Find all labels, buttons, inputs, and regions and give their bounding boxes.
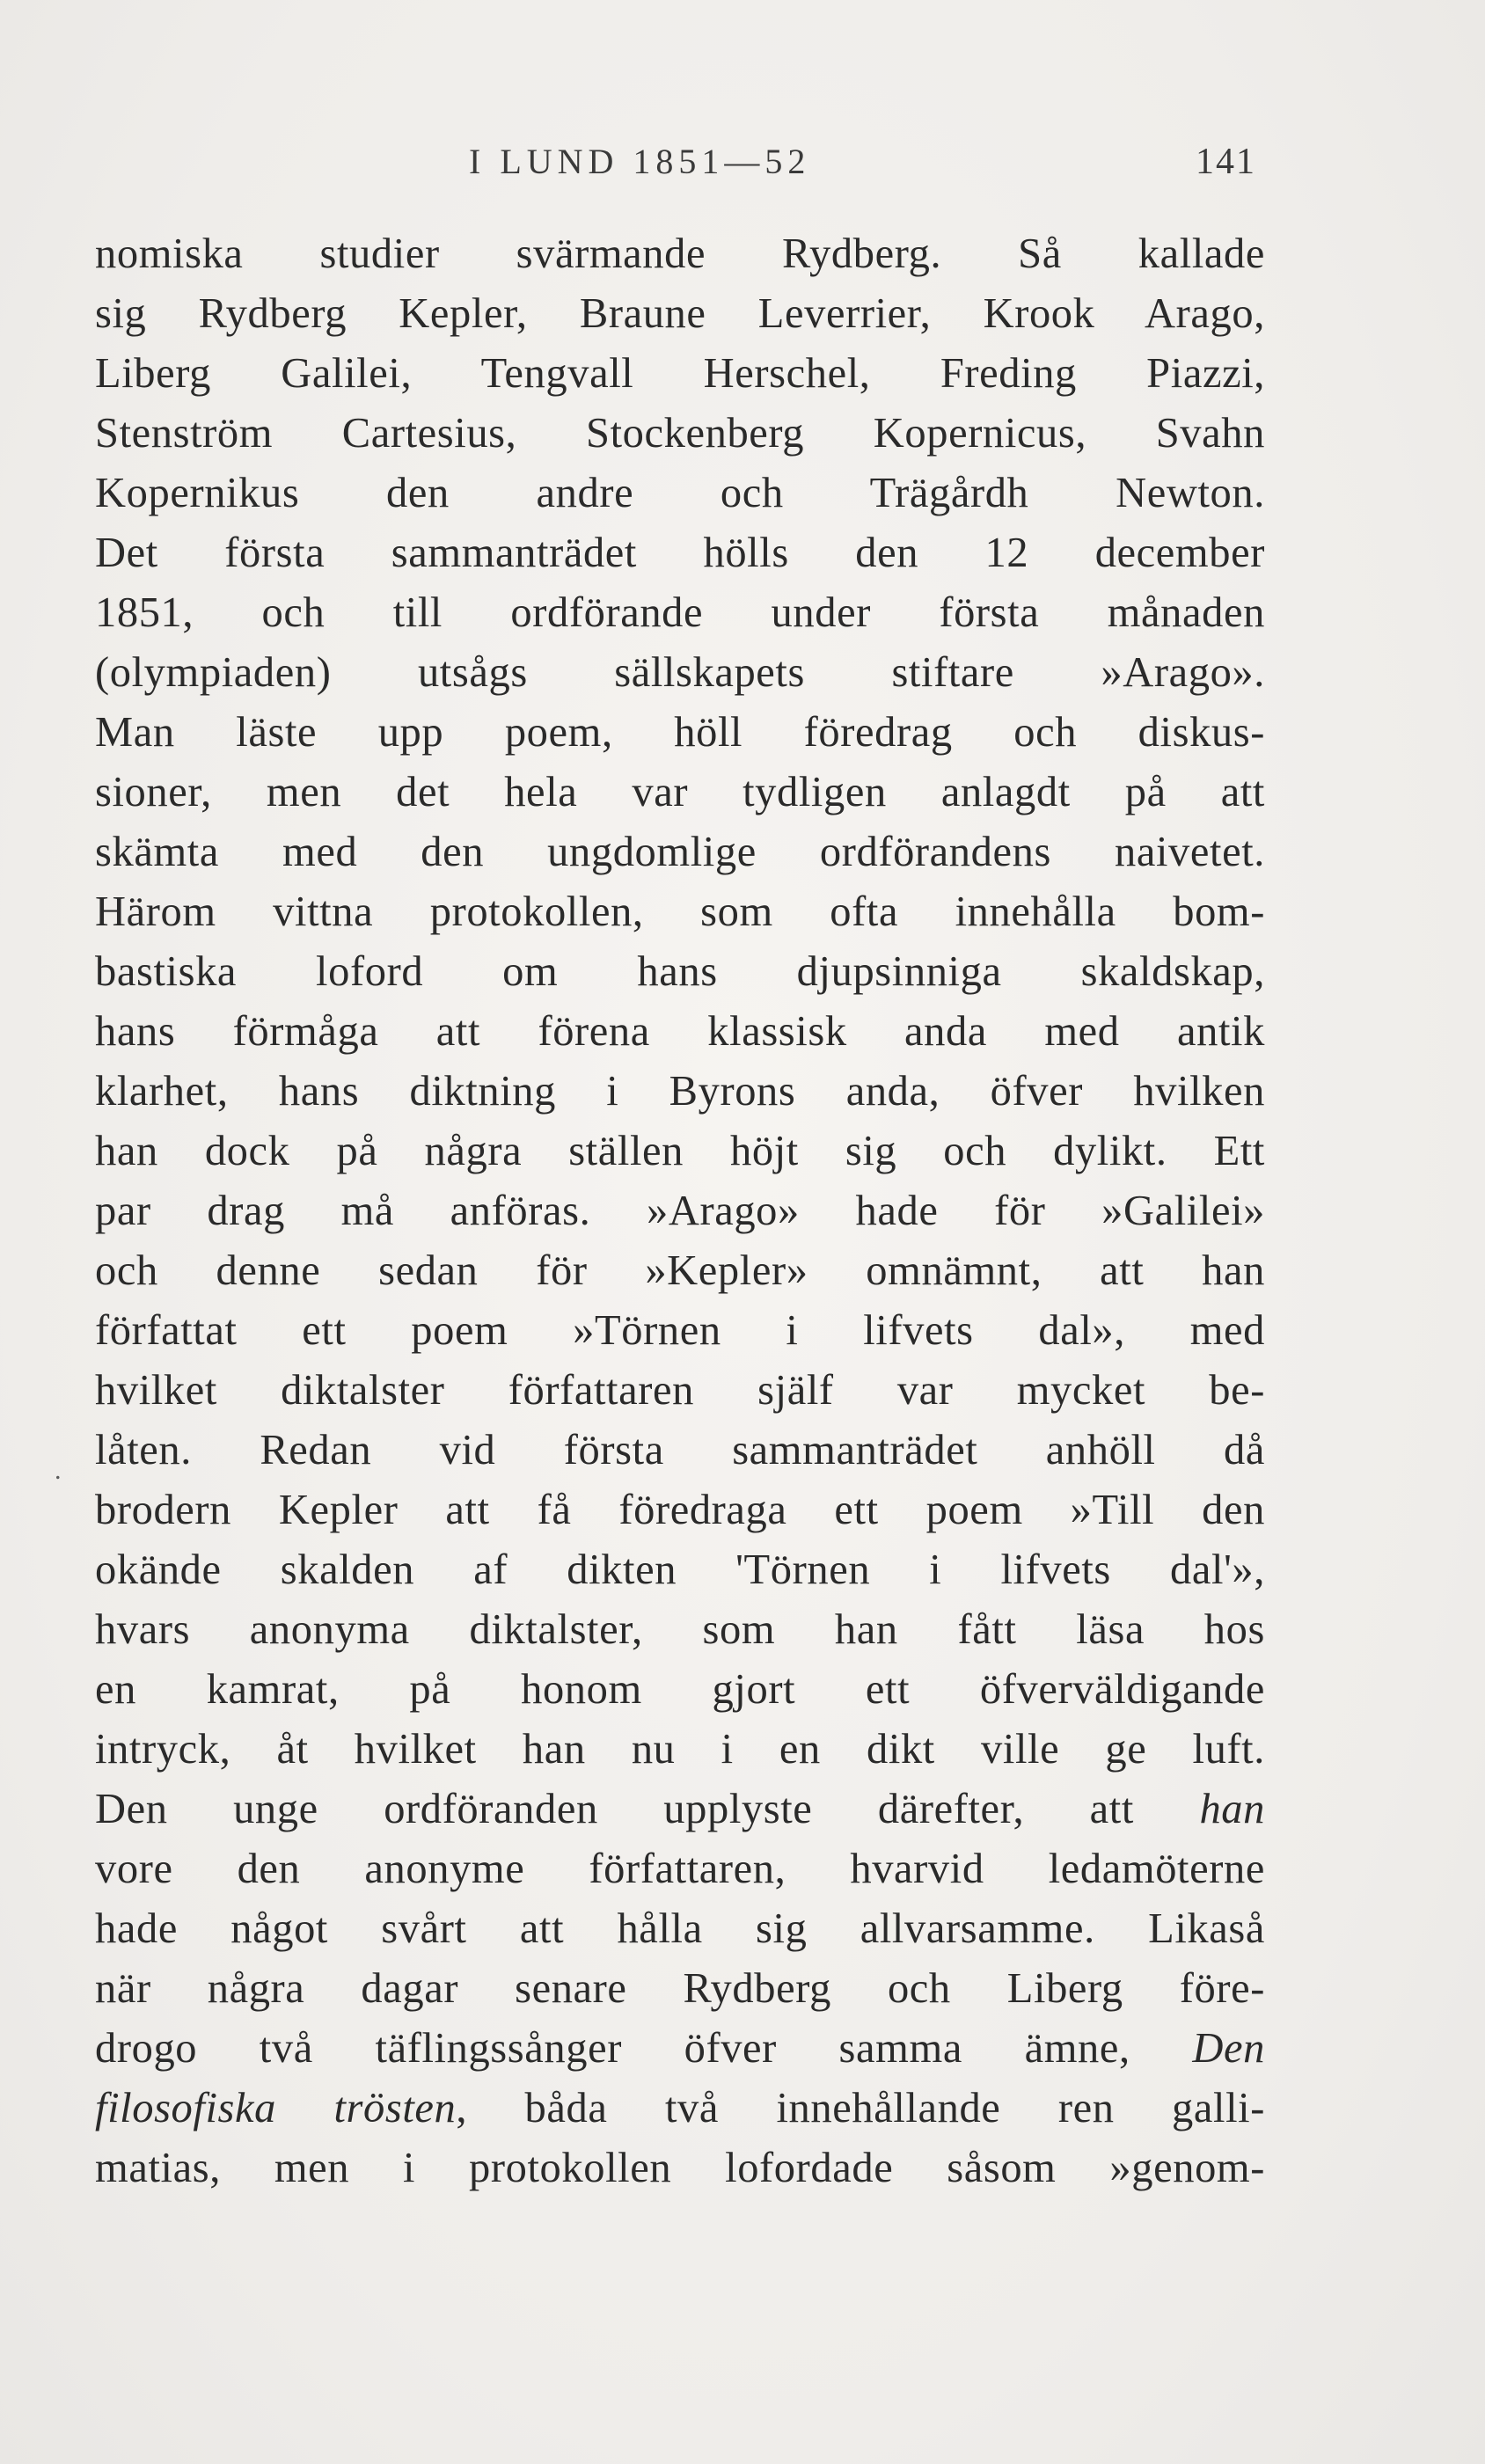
running-title: I LUND 1851—52 xyxy=(469,142,811,181)
text-segment: båda två innehållande ren galli- xyxy=(524,2085,1265,2131)
text-line: skämta med den ungdomlige ordförandens naivetet. xyxy=(95,829,1265,875)
text-line: sioner, men det hela var tydligen anlagdt på att xyxy=(95,769,1265,815)
text-line: okände skalden af dikten 'Törnen i lifvets dal'», xyxy=(95,1546,1265,1593)
text-line: hvilket diktalster författaren själf var mycket be- xyxy=(95,1367,1265,1414)
text-segment: Den unge ordföranden upplyste därefter, att xyxy=(95,1786,1134,1832)
margin-mark: . xyxy=(55,1456,62,1485)
italic-phrase: filosofiska trösten xyxy=(95,2085,457,2131)
text-line: när några dagar senare Rydberg och Liberg före- xyxy=(95,1965,1265,2012)
text-line: hans förmåga att förena klassisk anda med antik xyxy=(95,1008,1265,1055)
text-line: par drag må anföras. »Arago» hade för »Galilei» xyxy=(95,1188,1265,1234)
text-line: Man läste upp poem, höll föredrag och diskus- xyxy=(95,709,1265,756)
text-line: brodern Kepler att få föredraga ett poem »Till den xyxy=(95,1487,1265,1533)
text-line: Det första sammanträdet hölls den 12 december xyxy=(95,530,1265,576)
text-line: Härom vittna protokollen, som ofta innehålla bom- xyxy=(95,888,1265,935)
text-line: bastiska loford om hans djupsinniga skaldskap, xyxy=(95,948,1265,995)
text-line-with-italic: filosofiska trösten, båda två innehållande ren galli- xyxy=(95,2085,1265,2131)
text-line: (olympiaden) utsågs sällskapets stiftare »Arago». xyxy=(95,649,1265,696)
text-line: 1851, och till ordförande under första månaden xyxy=(95,589,1265,636)
text-line: en kamrat, på honom gjort ett öfverväldigande xyxy=(95,1666,1265,1713)
text-line: hvars anonyma diktalster, som han fått läsa hos xyxy=(95,1606,1265,1653)
running-head xyxy=(95,141,1256,194)
page-number: 141 xyxy=(1196,142,1256,182)
text-line-with-italic xyxy=(95,2019,1265,2079)
text-line: matias, men i protokollen lofordade såsom »genom- xyxy=(95,2145,1265,2191)
text-line: klarhet, hans diktning i Byrons anda, öfver hvilken xyxy=(95,1068,1265,1115)
text-line-with-italic xyxy=(95,1780,1265,1839)
text-line: hade något svårt att hålla sig allvarsamme. Likaså xyxy=(95,1905,1265,1952)
text-line: sig Rydberg Kepler, Braune Leverrier, Krook Arago, xyxy=(95,290,1265,337)
text-line: han dock på några ställen höjt sig och dylikt. Ett xyxy=(95,1128,1265,1174)
text-line: låten. Redan vid första sammanträdet anhöll då xyxy=(95,1427,1265,1473)
text-line: nomiska studier svärmande Rydberg. Så kallade xyxy=(95,230,1265,277)
italic-word: han xyxy=(1199,1786,1265,1832)
text-line: Stenström Cartesius, Stockenberg Kopernicus, Svahn xyxy=(95,410,1265,457)
text-line: Liberg Galilei, Tengvall Herschel, Freding Piazzi, xyxy=(95,350,1265,397)
text-line: vore den anonyme författaren, hvarvid ledamöterne xyxy=(95,1846,1265,1892)
body-text xyxy=(95,224,1265,2198)
text-line: författat ett poem »Törnen i lifvets dal», med xyxy=(95,1307,1265,1354)
text-segment: drogo två täflingssånger öfver samma ämne, xyxy=(95,2025,1130,2072)
text-line: och denne sedan för »Kepler» omnämnt, att han xyxy=(95,1247,1265,1294)
italic-word: Den xyxy=(1192,2025,1265,2072)
text-line: intryck, åt hvilket han nu i en dikt ville ge luft. xyxy=(95,1726,1265,1773)
text-line: Kopernikus den andre och Trägårdh Newton. xyxy=(95,470,1265,516)
